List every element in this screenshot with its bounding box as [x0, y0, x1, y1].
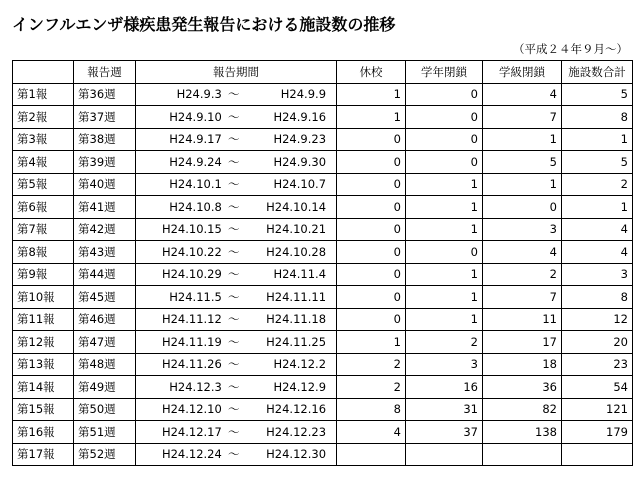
cell-gakkyu: 138 — [483, 421, 562, 444]
period-tilde: ～ — [227, 334, 240, 349]
table-row — [13, 331, 633, 354]
cell-kyuko: 1 — [337, 106, 406, 129]
period-to: H24.10.7 — [273, 177, 327, 192]
period-from: H24.11.19 — [161, 334, 222, 349]
cell-report: 第13報 — [13, 353, 74, 376]
cell-period — [136, 218, 337, 241]
cell-period — [136, 308, 337, 331]
cell-total: 4 — [562, 241, 633, 264]
period-range — [140, 154, 332, 170]
period-tilde: ～ — [227, 447, 240, 462]
cell-gakunen: 16 — [406, 376, 483, 399]
period-tilde: ～ — [227, 199, 240, 214]
header-gakunen: 学年閉鎖 — [406, 61, 483, 84]
cell-total: 12 — [562, 308, 633, 331]
header-gakkyu: 学級閉鎖 — [483, 61, 562, 84]
cell-gakkyu: 7 — [483, 286, 562, 309]
period-range — [140, 446, 332, 462]
cell-period — [136, 128, 337, 151]
period-to: H24.11.4 — [273, 267, 327, 282]
cell-gakunen: 2 — [406, 331, 483, 354]
table-row — [13, 421, 633, 444]
cell-gakunen: 1 — [406, 218, 483, 241]
period-from: H24.12.3 — [169, 379, 222, 394]
cell-week: 第47週 — [74, 331, 136, 354]
table-row — [13, 263, 633, 286]
period-tilde: ～ — [227, 222, 240, 237]
period-to: H24.10.28 — [266, 244, 327, 259]
cell-period — [136, 151, 337, 174]
cell-total: 1 — [562, 128, 633, 151]
period-from: H24.12.10 — [161, 402, 222, 417]
cell-period — [136, 106, 337, 129]
cell-week: 第50週 — [74, 398, 136, 421]
cell-gakkyu: 82 — [483, 398, 562, 421]
period-range — [140, 334, 332, 350]
cell-report: 第7報 — [13, 218, 74, 241]
period-to: H24.11.11 — [266, 289, 327, 304]
cell-gakkyu: 18 — [483, 353, 562, 376]
cell-total: 54 — [562, 376, 633, 399]
table-row — [13, 196, 633, 219]
period-from: H24.11.5 — [169, 289, 222, 304]
cell-total: 121 — [562, 398, 633, 421]
cell-kyuko: 0 — [337, 286, 406, 309]
period-tilde: ～ — [227, 154, 240, 169]
header-report — [13, 61, 74, 84]
cell-gakkyu — [483, 443, 562, 466]
cell-kyuko: 0 — [337, 308, 406, 331]
cell-period — [136, 353, 337, 376]
cell-gakunen: 1 — [406, 173, 483, 196]
period-to: H24.12.16 — [266, 402, 327, 417]
period-tilde: ～ — [227, 312, 240, 327]
cell-gakkyu: 11 — [483, 308, 562, 331]
cell-total: 8 — [562, 106, 633, 129]
period-range — [140, 176, 332, 192]
period-range — [140, 356, 332, 372]
table-row — [13, 106, 633, 129]
period-to: H24.11.18 — [266, 312, 327, 327]
cell-gakkyu: 4 — [483, 83, 562, 106]
period-from: H24.12.17 — [161, 424, 222, 439]
cell-kyuko: 0 — [337, 196, 406, 219]
cell-report: 第12報 — [13, 331, 74, 354]
period-to: H24.12.23 — [266, 424, 327, 439]
table-row — [13, 128, 633, 151]
period-range — [140, 221, 332, 237]
cell-kyuko: 0 — [337, 263, 406, 286]
period-from: H24.10.22 — [161, 244, 222, 259]
cell-week: 第44週 — [74, 263, 136, 286]
cell-gakkyu: 3 — [483, 218, 562, 241]
cell-gakkyu: 2 — [483, 263, 562, 286]
influenza-report-table — [12, 60, 633, 466]
cell-week: 第37週 — [74, 106, 136, 129]
cell-gakunen: 1 — [406, 308, 483, 331]
cell-week: 第45週 — [74, 286, 136, 309]
cell-gakkyu: 7 — [483, 106, 562, 129]
cell-report: 第1報 — [13, 83, 74, 106]
table-row — [13, 286, 633, 309]
table-row — [13, 151, 633, 174]
date-note: （平成２４年９月～） — [513, 42, 628, 56]
table-row — [13, 353, 633, 376]
cell-period — [136, 443, 337, 466]
cell-week: 第40週 — [74, 173, 136, 196]
period-tilde: ～ — [227, 87, 240, 102]
cell-report: 第3報 — [13, 128, 74, 151]
cell-kyuko — [337, 443, 406, 466]
cell-period — [136, 196, 337, 219]
cell-report: 第6報 — [13, 196, 74, 219]
period-to: H24.9.23 — [273, 132, 327, 147]
header-period: 報告期間 — [136, 61, 337, 84]
cell-week: 第46週 — [74, 308, 136, 331]
period-range — [140, 131, 332, 147]
cell-period — [136, 376, 337, 399]
period-tilde: ～ — [227, 267, 240, 282]
table-row — [13, 308, 633, 331]
cell-kyuko: 1 — [337, 331, 406, 354]
period-to: H24.10.14 — [266, 199, 327, 214]
period-to: H24.12.2 — [273, 357, 327, 372]
cell-kyuko: 0 — [337, 128, 406, 151]
cell-total: 4 — [562, 218, 633, 241]
table-row — [13, 218, 633, 241]
cell-week: 第43週 — [74, 241, 136, 264]
cell-kyuko: 0 — [337, 241, 406, 264]
cell-period — [136, 421, 337, 444]
cell-gakunen: 1 — [406, 196, 483, 219]
cell-gakunen: 37 — [406, 421, 483, 444]
cell-report: 第2報 — [13, 106, 74, 129]
period-range — [140, 109, 332, 125]
cell-total — [562, 443, 633, 466]
cell-period — [136, 263, 337, 286]
period-from: H24.9.10 — [169, 109, 222, 124]
cell-week: 第36週 — [74, 83, 136, 106]
cell-total: 23 — [562, 353, 633, 376]
cell-week: 第51週 — [74, 421, 136, 444]
cell-total: 20 — [562, 331, 633, 354]
cell-period — [136, 286, 337, 309]
cell-report: 第15報 — [13, 398, 74, 421]
cell-period — [136, 331, 337, 354]
cell-total: 1 — [562, 196, 633, 219]
period-tilde: ～ — [227, 289, 240, 304]
cell-report: 第16報 — [13, 421, 74, 444]
cell-gakkyu: 4 — [483, 241, 562, 264]
cell-total: 8 — [562, 286, 633, 309]
cell-gakunen: 3 — [406, 353, 483, 376]
table-row — [13, 443, 633, 466]
cell-kyuko: 0 — [337, 173, 406, 196]
cell-gakunen: 0 — [406, 128, 483, 151]
period-from: H24.12.24 — [161, 447, 222, 462]
cell-total: 2 — [562, 173, 633, 196]
period-range — [140, 424, 332, 440]
cell-total: 5 — [562, 83, 633, 106]
cell-report: 第8報 — [13, 241, 74, 264]
table-row — [13, 398, 633, 421]
period-from: H24.9.24 — [169, 154, 222, 169]
period-range — [140, 289, 332, 305]
cell-report: 第9報 — [13, 263, 74, 286]
cell-gakunen: 0 — [406, 241, 483, 264]
cell-report: 第5報 — [13, 173, 74, 196]
period-to: H24.11.25 — [266, 334, 327, 349]
cell-report: 第14報 — [13, 376, 74, 399]
period-from: H24.10.15 — [161, 222, 222, 237]
period-range — [140, 401, 332, 417]
cell-gakkyu: 1 — [483, 128, 562, 151]
cell-report: 第11報 — [13, 308, 74, 331]
period-to: H24.12.30 — [266, 447, 327, 462]
period-from: H24.10.29 — [161, 267, 222, 282]
period-tilde: ～ — [227, 402, 240, 417]
cell-gakunen: 31 — [406, 398, 483, 421]
table-row — [13, 83, 633, 106]
page-title: インフルエンザ様疾患発生報告における施設数の推移 — [12, 15, 396, 34]
cell-period — [136, 83, 337, 106]
cell-gakkyu: 17 — [483, 331, 562, 354]
period-from: H24.11.12 — [161, 312, 222, 327]
period-range — [140, 199, 332, 215]
cell-period — [136, 241, 337, 264]
cell-gakkyu: 1 — [483, 173, 562, 196]
period-tilde: ～ — [227, 357, 240, 372]
cell-report: 第17報 — [13, 443, 74, 466]
cell-gakunen: 1 — [406, 263, 483, 286]
cell-week: 第41週 — [74, 196, 136, 219]
period-range — [140, 244, 332, 260]
period-range — [140, 266, 332, 282]
cell-kyuko: 0 — [337, 218, 406, 241]
period-to: H24.9.16 — [273, 109, 327, 124]
period-range — [140, 379, 332, 395]
period-to: H24.10.21 — [266, 222, 327, 237]
cell-week: 第48週 — [74, 353, 136, 376]
cell-period — [136, 398, 337, 421]
table-row — [13, 376, 633, 399]
cell-week: 第52週 — [74, 443, 136, 466]
cell-total: 3 — [562, 263, 633, 286]
header-week: 報告週 — [74, 61, 136, 84]
cell-week: 第49週 — [74, 376, 136, 399]
period-from: H24.10.8 — [169, 199, 222, 214]
cell-gakunen: 0 — [406, 106, 483, 129]
table-row — [13, 241, 633, 264]
cell-kyuko: 1 — [337, 83, 406, 106]
cell-gakunen: 0 — [406, 151, 483, 174]
period-from: H24.10.1 — [169, 177, 222, 192]
period-to: H24.9.9 — [280, 87, 327, 102]
cell-kyuko: 2 — [337, 376, 406, 399]
cell-kyuko: 8 — [337, 398, 406, 421]
period-from: H24.9.17 — [169, 132, 222, 147]
period-to: H24.9.30 — [273, 154, 327, 169]
period-tilde: ～ — [227, 424, 240, 439]
period-tilde: ～ — [227, 177, 240, 192]
cell-report: 第10報 — [13, 286, 74, 309]
cell-kyuko: 0 — [337, 151, 406, 174]
period-tilde: ～ — [227, 109, 240, 124]
period-range — [140, 86, 332, 102]
cell-week: 第42週 — [74, 218, 136, 241]
cell-gakunen — [406, 443, 483, 466]
cell-gakunen: 1 — [406, 286, 483, 309]
period-to: H24.12.9 — [273, 379, 327, 394]
cell-gakkyu: 36 — [483, 376, 562, 399]
cell-gakunen: 0 — [406, 83, 483, 106]
table-body — [13, 83, 633, 466]
table-header-row — [13, 61, 633, 84]
cell-week: 第38週 — [74, 128, 136, 151]
period-tilde: ～ — [227, 244, 240, 259]
cell-kyuko: 4 — [337, 421, 406, 444]
header-kyuko: 休校 — [337, 61, 406, 84]
cell-gakkyu: 5 — [483, 151, 562, 174]
cell-total: 5 — [562, 151, 633, 174]
table-row — [13, 173, 633, 196]
cell-gakkyu: 0 — [483, 196, 562, 219]
cell-period — [136, 173, 337, 196]
cell-kyuko: 2 — [337, 353, 406, 376]
period-from: H24.11.26 — [161, 357, 222, 372]
cell-week: 第39週 — [74, 151, 136, 174]
period-tilde: ～ — [227, 379, 240, 394]
period-tilde: ～ — [227, 132, 240, 147]
period-range — [140, 311, 332, 327]
cell-report: 第4報 — [13, 151, 74, 174]
period-from: H24.9.3 — [176, 87, 222, 102]
header-total: 施設数合計 — [562, 61, 633, 84]
cell-total: 179 — [562, 421, 633, 444]
